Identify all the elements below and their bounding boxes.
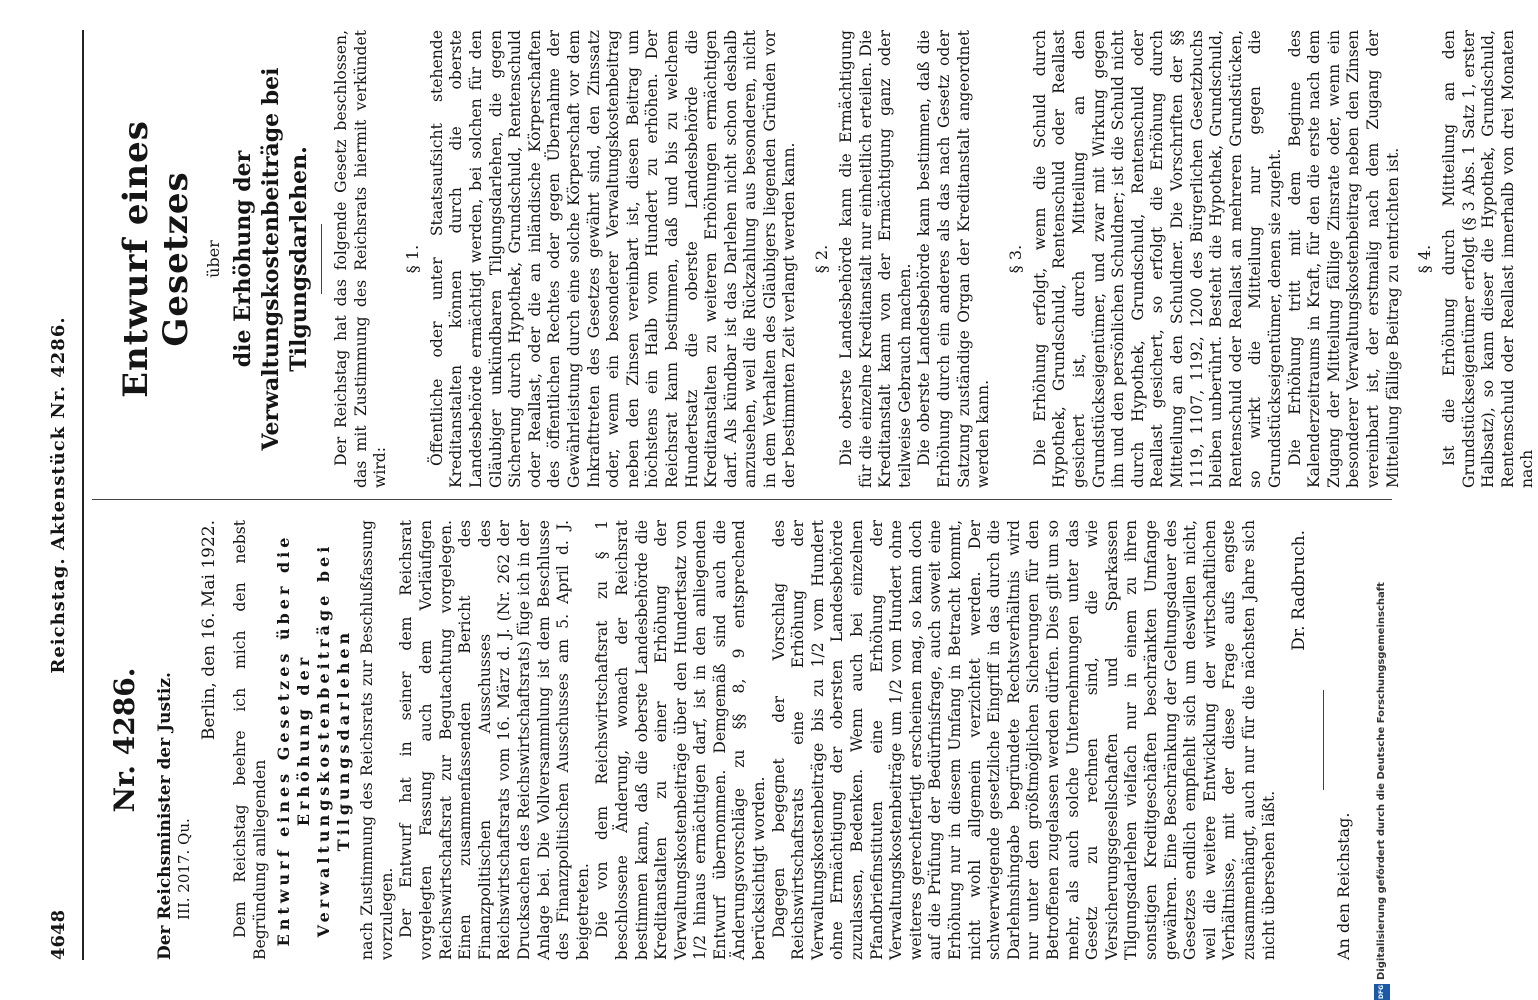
section-paragraph: Ist die Erhöhung durch Mitteilung an den Grundstückseigentümer erfolgt (§ 3 Abs. 1 Satz 1, erster Halbsatz), so kann dieser die Hypothek, Grundschuld, Rentenschuld oder Reallast innerhalb von drei Monaten nach	[1440, 30, 1537, 488]
section-paragraph: Die Erhöhung erfolgt, wenn die Schuld durch Hypothek, Grundschuld, Rentenschuld oder Reallast gesichert ist, durch Mitteilung an den Grundstückseigentümer, und zwar mit Wirkung gegen ihn und den persönlichen Schuldner; ist die Schuld nicht durch Hypothek, Grundschuld, Rentenschuld oder Reallast gesichert, so erfolgt die Erhöhung durch Mitteilung an den Schuldner. Die Vorschriften der §§ 1119, 1107, 1192, 1200 des Bürgerlichen Gesetzbuchs bleiben unberührt. Besteht die Hypothek, Grundschuld, Rentenschuld oder Reallast an mehreren Grundstücken, so wirkt die Mitteilung nur gegen die Grundstückseigentümer, denen sie zugeht.	[1030, 30, 1284, 488]
sender: Der Reichsminister der Justiz.	[155, 672, 175, 960]
intro-text: Dem Reichstag beehre ich mich den nebst Begründung anliegenden	[231, 520, 269, 960]
body-paragraph: Dagegen begegnet der Vorschlag des Reichswirtschaftsrats eine Erhöhung der Verwaltungskostenbeiträge bis zu 1/2 vom Hundert ohne Ermächtigung der obersten Landesbehörde zuzulassen, Bedenken. Wenn auch bei einzelnen Pfandbriefinstituten eine Erhöhung der Verwaltungskostenbeiträge um 1/2 vom Hundert ohne weiteres gerechtfertigt erscheinen mag, so kann doch auf die Prüfung der Bedürfnisfrage, auch soweit eine Erhöhung nur in diesem Umfang in Betracht kommt, nicht wohl allgemein verzichtet werden. Der schwerwiegende gesetzliche Eingriff in das durch die Darlehnshingabe begründete Rechtsverhältnis wird nur unter den größtmöglichen Sicherungen für den Betroffenen zugelassen werden dürfen. Dies gilt um so mehr, als auch solche Unternehmungen unter das Gesetz zu rechnen sind, die wie Versicherungsgesellschaften und Sparkassen Tilgungsdarlehen vielfach nur in einem zu ihren sonstigen Kreditgeschäften beschränkten Umfange gewähren. Eine Beschränkung der Geltungsdauer des Gesetzes endlich empfiehlt sich um deswillen nicht, weil die weitere Entwicklung der wirtschaftlichen Verhältnisse, mit der diese Frage aufs engste zusammenhängt, auch nur für die nächsten Jahre sich nicht übersehen läßt.	[769, 520, 1278, 960]
entwurf-spaced-title: Entwurf eines Gesetzes über die Erhöhung der Verwaltungskostenbeiträge bei Tilgungsdarlehen	[274, 533, 354, 947]
digitization-stamp	[1374, 0, 1392, 1000]
section-paragraph: Die oberste Landesbehörde kann die Ermächtigung für die einzelne Kreditanstalt nur einheitlich erteilen. Die Kreditanstalt kann von der Ermächtigung ganz oder teilweise Gebrauch machen.	[837, 30, 914, 488]
section-heading: § 4.	[1415, 244, 1435, 274]
section-paragraph: Die Erhöhung tritt mit dem Beginne des Kalenderzeitraums in Kraft, für den die erste nach dem Zugang der Mitteilung fällige Zinsrate oder, wenn ein besonderer Verwaltungskostenbeitrag neben den Zinsen vereinbart ist, der erstmalig nach dem Zugang der Mitteilung fällige Beitrag zu entrichten ist.	[1285, 30, 1402, 488]
law-draft-subtitle: die Erhöhung der Verwaltungskostenbeiträge bei Tilgungsdarlehen.	[230, 67, 312, 451]
law-draft-title: Entwurf eines Gesetzes	[116, 120, 196, 398]
intro-end-text: nach Zustimmung des Reichsrats zur Beschlußfassung vorzulegen.	[358, 520, 396, 960]
preamble: Der Reichstag hat das folgende Gesetz beschlossen, das mit Zustimmung des Reichsrats hiermit verkündet wird:	[332, 30, 390, 488]
signature-rule	[1323, 690, 1324, 790]
title-connector: über	[204, 240, 223, 278]
body-paragraph: Der Entwurf hat in seiner dem Reichsrat vorgelegten Fassung auch dem Vorläufigen Reichswirtschaftsrat zur Begutachtung vorgelegen. Einen zusammenfassenden Bericht des Finanzpolitischen Ausschusses des Reichswirtschaftsrats vom 16. März d. J. (Nr. 262 der Drucksachen des Reichswirtschaftsrats) füge ich in der Anlage bei. Die Vollversammlung ist dem Beschlusse des Finanzpolitischen Ausschusses am 5. April d. J. beigetreten.	[397, 520, 592, 960]
addressee: An den Reichstag.	[1334, 812, 1354, 960]
digitization-note: Digitalisierung gefördert durch die Deutsche Forschungsgemeinschaft	[1376, 582, 1387, 980]
page-number: 4648	[48, 909, 69, 960]
signature: Dr. Radbruch.	[1289, 530, 1310, 651]
right-column	[108, 30, 1538, 488]
section-heading: § 1.	[402, 244, 422, 274]
body-paragraph: Die von dem Reichswirtschaftsrat zu § 1 beschlossene Änderung, wonach der Reichsrat bestimmen kann, daß die oberste Landesbehörde die Kreditanstalten zu einer Erhöhung der Verwaltungskostenbeiträge über den Hundertsatz von 1/2 hinaus ermächtigen darf, ist in den anliegenden Entwurf übernommen. Demgemäß sind auch die Änderungsvorschläge zu §§ 8, 9 entsprechend berücksichtigt worden.	[593, 520, 769, 960]
column-divider	[92, 499, 1392, 500]
dateline: Berlin, den 16. Mai 1922.	[199, 520, 219, 741]
title-rule	[321, 224, 322, 294]
document-number: Nr. 4286.	[108, 667, 141, 813]
section-heading: § 3.	[1005, 244, 1025, 274]
section-paragraph: Die oberste Landesbehörde kann bestimmen, daß die Erhöhung durch ein anderes als das nach Gesetz oder Satzung zuständige Organ der Kreditanstalt angeordnet werden kann.	[915, 30, 993, 488]
reference-number: III. 2017. Qu.	[175, 818, 193, 920]
left-column	[108, 520, 1353, 960]
section-paragraph: Öffentliche oder unter Staatsaufsicht stehende Kreditanstalten können durch die oberste Landesbehörde ermächtigt werden, bei solchen für den Gläubiger unkündbaren Tilgungsdarlehen, die gegen Sicherung durch Hypothek, Grundschuld, Rentenschuld oder Reallast, oder die an inländische Körperschaften des öffentlichen Rechtes oder gegen Übernahme der Gewährleistung durch eine solche Körperschaft vor dem Inkrafttreten des Gesetzes gewährt sind, den Zinssatz oder, wenn ein besonderer Verwaltungskostenbeitrag neben den Zinsen vereinbart ist, diesen Beitrag um höchstens ein Halb vom Hundert zu erhöhen. Der Reichsrat kann bestimmen, daß und bis zu welchem Hundertsatz die oberste Landesbehörde die Kreditanstalten zu weiteren Erhöhungen ermächtigen darf. Als kündbar ist das Darlehen nicht schon deshalb anzusehen, weil die Rückzahlung aus besonderen, nicht in dem Verhalten des Gläubigers liegenden Gründen vor der bestimmten Zeit verlangt werden kann.	[427, 30, 799, 488]
section-heading: § 2.	[812, 244, 832, 274]
dfg-logo: DFG	[1374, 984, 1390, 1000]
page-header	[42, 30, 84, 960]
running-title: Reichstag. Aktenstück Nr. 4286.	[48, 316, 69, 674]
